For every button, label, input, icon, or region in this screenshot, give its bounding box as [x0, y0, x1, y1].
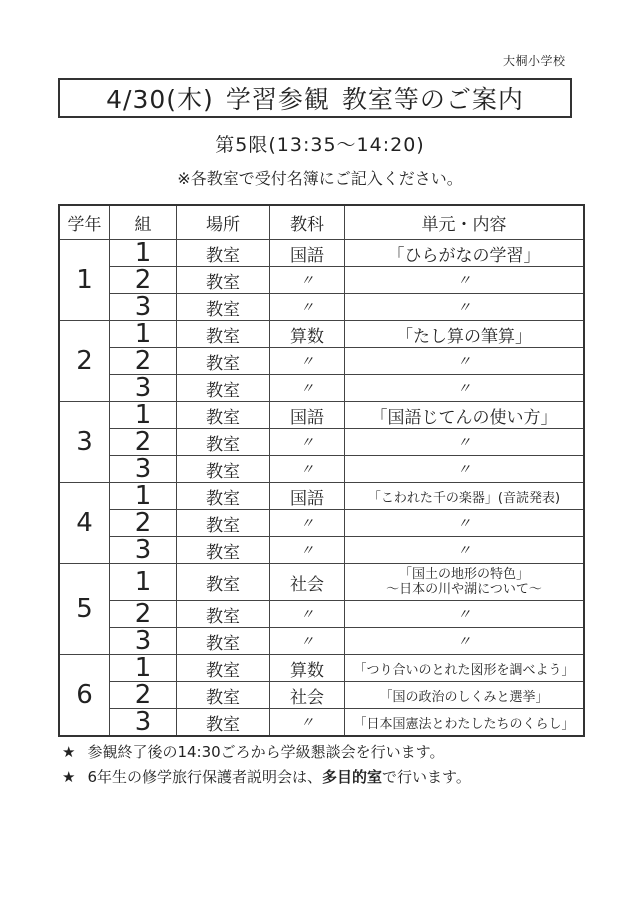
class-cell: 1	[110, 655, 177, 682]
subject-cell: 〃	[270, 601, 345, 628]
unit-cell: 「国語じてんの使い方」	[345, 402, 585, 429]
class-cell: 2	[110, 682, 177, 709]
place-cell: 教室	[177, 321, 270, 348]
subject-cell: 国語	[270, 483, 345, 510]
footnote-text: 参観終了後の14:30ごろから学級懇談会を行います。	[87, 743, 445, 761]
class-cell: 3	[110, 294, 177, 321]
place-cell: 教室	[177, 348, 270, 375]
schedule-table	[58, 204, 585, 737]
table-row	[59, 402, 584, 429]
class-cell: 1	[110, 321, 177, 348]
class-cell: 1	[110, 564, 177, 601]
title-date: 4/30(木)	[106, 85, 214, 114]
table-row	[59, 655, 584, 682]
place-cell: 教室	[177, 682, 270, 709]
subject-cell: 〃	[270, 429, 345, 456]
place-cell: 教室	[177, 456, 270, 483]
title-subject: 教室等のご案内	[341, 85, 524, 114]
place-cell: 教室	[177, 510, 270, 537]
class-cell: 3	[110, 537, 177, 564]
subject-cell: 〃	[270, 267, 345, 294]
subject-cell: 国語	[270, 240, 345, 267]
class-cell: 2	[110, 348, 177, 375]
unit-cell: 〃	[345, 267, 585, 294]
table-row	[59, 456, 584, 483]
place-cell: 教室	[177, 601, 270, 628]
table-row	[59, 294, 584, 321]
place-cell: 教室	[177, 429, 270, 456]
unit-line-1: 「国土の地形の特色」	[398, 567, 529, 582]
place-cell: 教室	[177, 402, 270, 429]
unit-cell: 「ひらがなの学習」	[345, 240, 585, 267]
place-cell: 教室	[177, 537, 270, 564]
unit-line-2: ～日本の川や湖について～	[386, 582, 542, 597]
subject-cell: 〃	[270, 709, 345, 737]
subject-cell: 社会	[270, 682, 345, 709]
class-cell: 2	[110, 429, 177, 456]
place-cell: 教室	[177, 655, 270, 682]
unit-cell	[345, 564, 585, 601]
page-title	[58, 78, 572, 118]
table-row	[59, 321, 584, 348]
star-icon: ★	[62, 768, 76, 786]
header-class: 組	[110, 205, 177, 240]
unit-cell: 「国の政治のしくみと選挙」	[345, 682, 585, 709]
unit-cell: 〃	[345, 294, 585, 321]
footnote-text: 6年生の修学旅行保護者説明会は、	[87, 768, 322, 786]
subject-cell: 〃	[270, 348, 345, 375]
unit-cell: 〃	[345, 456, 585, 483]
footnote-1	[62, 741, 444, 762]
place-cell: 教室	[177, 267, 270, 294]
class-cell: 2	[110, 267, 177, 294]
subject-cell: 算数	[270, 655, 345, 682]
unit-cell: 「日本国憲法とわたしたちのくらし」	[345, 709, 585, 737]
table-row	[59, 348, 584, 375]
table-row	[59, 564, 584, 601]
table-row	[59, 537, 584, 564]
place-cell: 教室	[177, 240, 270, 267]
class-cell: 3	[110, 628, 177, 655]
subject-cell: 社会	[270, 564, 345, 601]
reception-note: ※各教室で受付名簿にご記入ください。	[177, 169, 463, 188]
unit-cell: 〃	[345, 628, 585, 655]
table-row	[59, 483, 584, 510]
table-row	[59, 709, 584, 737]
place-cell: 教室	[177, 294, 270, 321]
place-cell: 教室	[177, 564, 270, 601]
footnote-bold-room: 多目的室	[322, 768, 383, 786]
footnote-text-end: で行います。	[382, 768, 471, 786]
class-cell: 3	[110, 456, 177, 483]
table-row	[59, 267, 584, 294]
grade-cell: 4	[59, 483, 110, 564]
subject-cell: 算数	[270, 321, 345, 348]
unit-cell: 〃	[345, 537, 585, 564]
grade-cell: 2	[59, 321, 110, 402]
grade-cell: 3	[59, 402, 110, 483]
subject-cell: 〃	[270, 537, 345, 564]
place-cell: 教室	[177, 709, 270, 737]
grade-cell: 5	[59, 564, 110, 655]
subject-cell: 〃	[270, 456, 345, 483]
class-cell: 2	[110, 601, 177, 628]
table-header-row	[59, 205, 584, 240]
unit-cell: 「たし算の筆算」	[345, 321, 585, 348]
table-row	[59, 240, 584, 267]
unit-cell: 〃	[345, 429, 585, 456]
place-cell: 教室	[177, 375, 270, 402]
period-time: 第5限(13:35～14:20)	[215, 134, 425, 156]
header-grade: 学年	[59, 205, 110, 240]
subject-cell: 〃	[270, 294, 345, 321]
class-cell: 3	[110, 709, 177, 737]
table-row	[59, 628, 584, 655]
table-row	[59, 682, 584, 709]
star-icon: ★	[62, 743, 76, 761]
unit-cell: 「こわれた千の楽器」(音読発表)	[345, 483, 585, 510]
place-cell: 教室	[177, 483, 270, 510]
class-cell: 1	[110, 483, 177, 510]
class-cell: 1	[110, 240, 177, 267]
unit-cell: 〃	[345, 375, 585, 402]
subject-cell: 〃	[270, 628, 345, 655]
unit-cell: 〃	[345, 601, 585, 628]
header-place: 場所	[177, 205, 270, 240]
subject-cell: 〃	[270, 375, 345, 402]
footnote-2	[62, 766, 471, 787]
header-subject: 教科	[270, 205, 345, 240]
school-name: 大桐小学校	[503, 54, 566, 68]
class-cell: 2	[110, 510, 177, 537]
class-cell: 1	[110, 402, 177, 429]
subject-cell: 〃	[270, 510, 345, 537]
unit-cell: 「つり合いのとれた図形を調べよう」	[345, 655, 585, 682]
unit-cell: 〃	[345, 348, 585, 375]
table-row	[59, 601, 584, 628]
table-row	[59, 429, 584, 456]
table-row	[59, 375, 584, 402]
grade-cell: 1	[59, 240, 110, 321]
unit-cell: 〃	[345, 510, 585, 537]
class-cell: 3	[110, 375, 177, 402]
title-event: 学習参観	[225, 85, 330, 114]
place-cell: 教室	[177, 628, 270, 655]
grade-cell: 6	[59, 655, 110, 737]
header-unit: 単元・内容	[345, 205, 585, 240]
subject-cell: 国語	[270, 402, 345, 429]
table-row	[59, 510, 584, 537]
